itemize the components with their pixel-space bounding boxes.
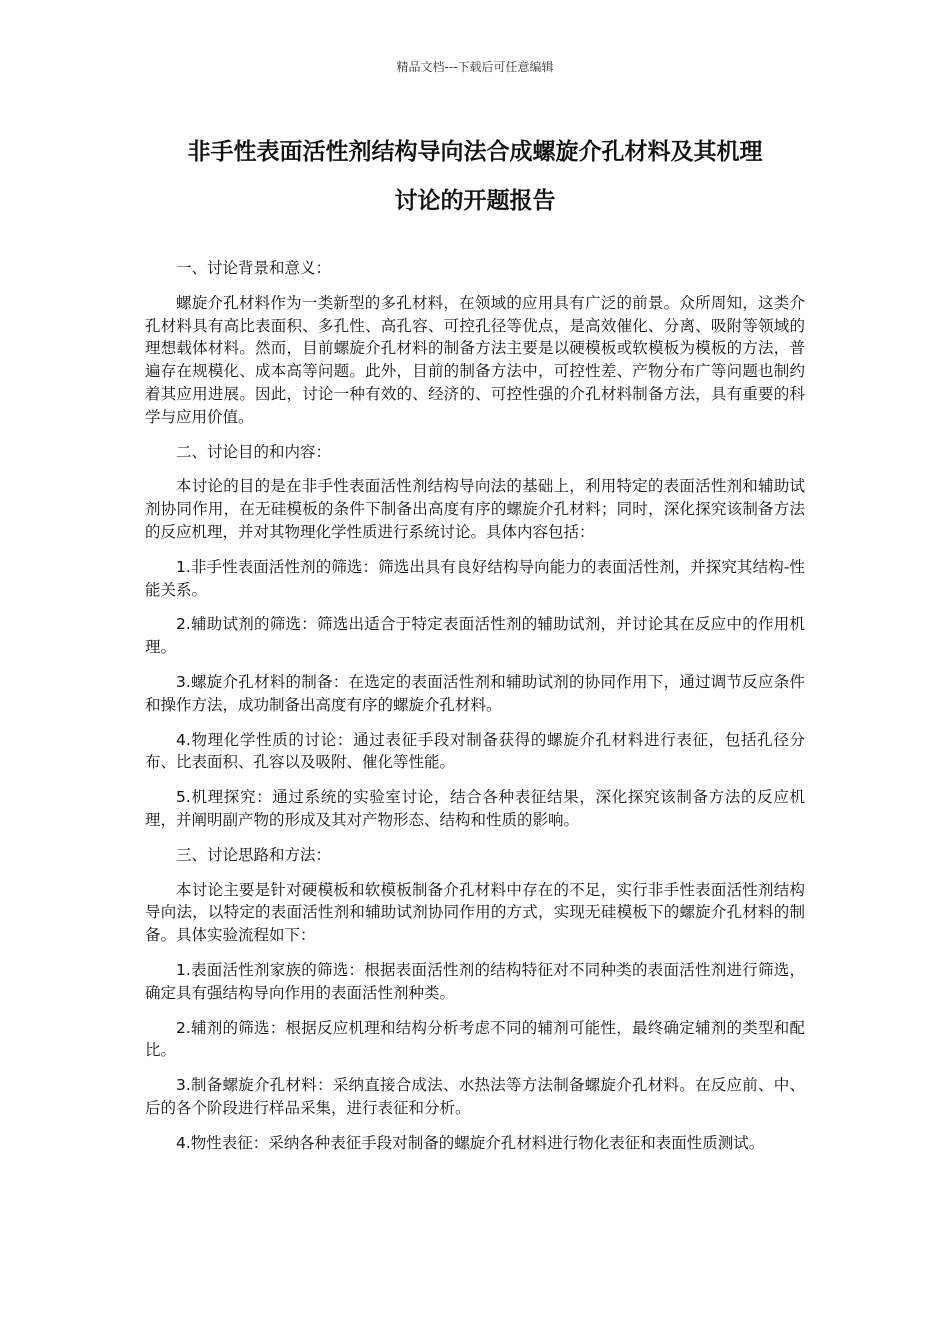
list-item-method-1: 1.表面活性剂家族的筛选：根据表面活性剂的结构特征对不同种类的表面活性剂进行筛选，确定具有强结构导向作用的表面活性剂种类。 [145,960,805,1002]
list-item-method-2: 2.辅剂的筛选：根据反应机理和结构分析考虑不同的辅剂可能性，最终确定辅剂的类型和配比。 [145,1018,805,1060]
paragraph-background: 螺旋介孔材料作为一类新型的多孔材料，在领域的应用具有广泛的前景。众所周知，这类介孔材料具有高比表面积、多孔性、高孔容、可控孔径等优点，是高效催化、分离、吸附等领域的理想载体材料。然而，目前螺旋介孔材料的制备方法主要是以硬模板或软模板为模板的方法，普遍存在规模化、成本高等问题。此外，目前的制备方法中，可控性差、产物分布广等问题也制约着其应用进展。因此，讨论一种有效的、经济的、可控性强的介孔材料制备方法，具有重要的科学与应用价值。 [145,293,805,426]
page-header-note: 精品文档---下载后可任意编辑 [396,60,554,74]
list-item-goal-3: 3.螺旋介孔材料的制备：在选定的表面活性剂和辅助试剂的协同作用下，通过调节反应条件和操作方法，成功制备出高度有序的螺旋介孔材料。 [145,672,805,714]
section-heading-goals: 二、讨论目的和内容： [176,442,332,461]
section-heading-methods: 三、讨论思路和方法： [176,845,332,864]
list-item-goal-2: 2.辅助试剂的筛选：筛选出适合于特定表面活性剂的辅助试剂，并讨论其在反应中的作用机理。 [145,615,805,657]
paragraph-methods: 本讨论主要是针对硬模板和软模板制备介孔材料中存在的不足，实行非手性表面活性剂结构导向法，以特定的表面活性剂和辅助试剂协同作用的方式，实现无硅模板下的螺旋介孔材料的制备。具体实验流程如下： [145,880,805,945]
section-heading-background: 一、讨论背景和意义： [176,259,332,277]
list-item-goal-1: 1.非手性表面活性剂的筛选：筛选出具有良好结构导向能力的表面活性剂，并探究其结构-性能关系。 [145,557,805,599]
list-item-method-3: 3.制备螺旋介孔材料：采纳直接合成法、水热法等方法制备螺旋介孔材料。在反应前、中、后的各个阶段进行样品采集，进行表征和分析。 [145,1076,805,1117]
document-body [145,257,805,1167]
list-item-goal-5: 5.机理探究：通过系统的实验室讨论，结合各种表征结果，深化探究该制备方法的反应机理，并阐明副产物的形成及其对产物形态、结构和性质的影响。 [145,788,805,829]
list-item-method-4: 4.物性表征：采纳各种表征手段对制备的螺旋介孔材料进行物化表征和表面性质测试。 [176,1133,765,1152]
document-title [145,128,805,226]
title-line-1: 非手性表面活性剂结构导向法合成螺旋介孔材料及其机理 [187,139,763,165]
paragraph-goals: 本讨论的目的是在非手性表面活性剂结构导向法的基础上，利用特定的表面活性剂和辅助试剂协同作用，在无硅模板的条件下制备出高度有序的螺旋介孔材料；同时，深化探究该制备方法的反应机理，并对其物理化学性质进行系统讨论。具体内容包括： [145,477,805,541]
title-line-2: 讨论的开题报告 [394,188,556,214]
list-item-goal-4: 4.物理化学性质的讨论：通过表征手段对制备获得的螺旋介孔材料进行表征，包括孔径分布、比表面积、孔容以及吸附、催化等性能。 [145,730,805,772]
